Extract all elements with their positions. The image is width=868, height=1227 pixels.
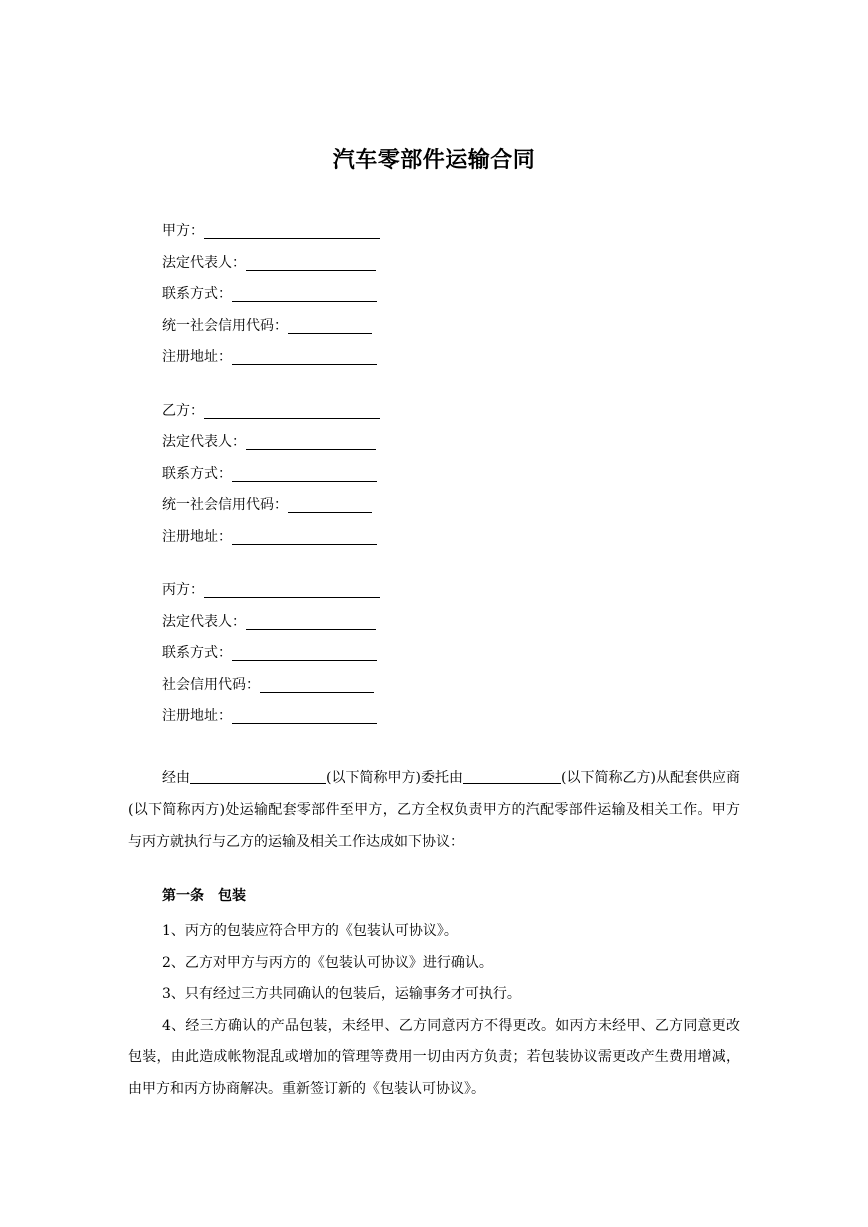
intro-paragraph [128, 762, 740, 858]
fill-in-blank[interactable] [288, 494, 372, 513]
field-label: 法定代表人： [162, 613, 246, 630]
fill-in-blank[interactable] [260, 674, 374, 693]
field-label: 统一社会信用代码： [162, 317, 288, 334]
field-label: 甲方： [162, 223, 204, 239]
fill-in-blank[interactable] [232, 283, 377, 302]
carrier-name-blank[interactable] [463, 767, 561, 784]
field-label: 丙方： [162, 582, 204, 598]
party-field [162, 705, 380, 737]
party-field [162, 315, 380, 347]
clause-item: 1、丙方的包装应符合甲方的《包装认可协议》。 [162, 923, 458, 939]
intro-text-1: 经由 [162, 770, 191, 786]
fill-in-blank[interactable] [246, 252, 376, 271]
party-field [162, 674, 380, 706]
party-field [162, 431, 380, 463]
principal-name-blank[interactable] [190, 767, 326, 784]
fill-in-blank[interactable] [232, 346, 377, 365]
fill-in-blank[interactable] [232, 705, 377, 724]
party-block-c [162, 579, 380, 737]
party-info-section [162, 220, 380, 759]
party-field [162, 463, 380, 495]
field-label: 联系方式： [162, 465, 232, 482]
party-field [162, 252, 380, 284]
fill-in-blank[interactable] [204, 400, 380, 419]
field-label: 法定代表人： [162, 254, 246, 271]
fill-in-blank[interactable] [232, 526, 377, 545]
fill-in-blank[interactable] [246, 611, 376, 630]
field-label: 注册地址： [162, 708, 232, 724]
party-field [162, 220, 380, 252]
party-field [162, 642, 380, 674]
field-label: 法定代表人： [162, 434, 246, 450]
clause-item: 4、经三方确认的产品包装，未经甲、乙方同意丙方不得更改。如丙方未经甲、乙方同意更改包装，由此造成帐物混乱或增加的管理等费用一切由丙方负责；若包装协议需更改产生费用增减，由甲方和丙方协商解决。重新签订新的《包装认可协议》。 [128, 1017, 740, 1097]
field-label: 注册地址： [162, 349, 232, 365]
field-label: 社会信用代码： [162, 676, 260, 693]
clause-item: 3、只有经过三方共同确认的包装后，运输事务才可执行。 [162, 986, 521, 1002]
field-label: 联系方式： [162, 645, 232, 661]
party-field [162, 283, 380, 315]
fill-in-blank[interactable] [246, 431, 376, 450]
intro-text-2: (以下简称甲方)委托由 [326, 770, 463, 786]
fill-in-blank[interactable] [232, 463, 377, 482]
fill-in-blank[interactable] [204, 579, 380, 598]
field-label: 统一社会信用代码： [162, 497, 288, 513]
party-field [162, 400, 380, 432]
party-field [162, 346, 380, 378]
field-label: 联系方式： [162, 286, 232, 302]
party-field [162, 494, 380, 526]
section-title: 包装 [218, 888, 246, 904]
section-packaging [128, 885, 740, 1105]
fill-in-blank[interactable] [204, 220, 380, 239]
party-field [162, 579, 380, 611]
party-block-b [162, 400, 380, 558]
section-heading [128, 885, 740, 907]
section-number: 第一条 [162, 888, 204, 904]
fill-in-blank[interactable] [232, 642, 377, 661]
intro-text-3: (以下简称乙方)从配套供应商(以下简称丙方)处运输配套零部件至甲方，乙方全权负责甲方的汽配零部件运输及相关工作。甲方与丙方就执行与乙方的运输及相关工作达成如下协议： [128, 770, 740, 850]
field-label: 注册地址： [162, 528, 232, 545]
party-block-a [162, 220, 380, 378]
document-title: 汽车零部件运输合同 [332, 148, 536, 173]
fill-in-blank[interactable] [288, 315, 372, 334]
party-field [162, 611, 380, 643]
party-field [162, 526, 380, 558]
field-label: 乙方： [162, 402, 204, 419]
clause-item: 2、乙方对甲方与丙方的《包装认可协议》进行确认。 [162, 954, 493, 971]
